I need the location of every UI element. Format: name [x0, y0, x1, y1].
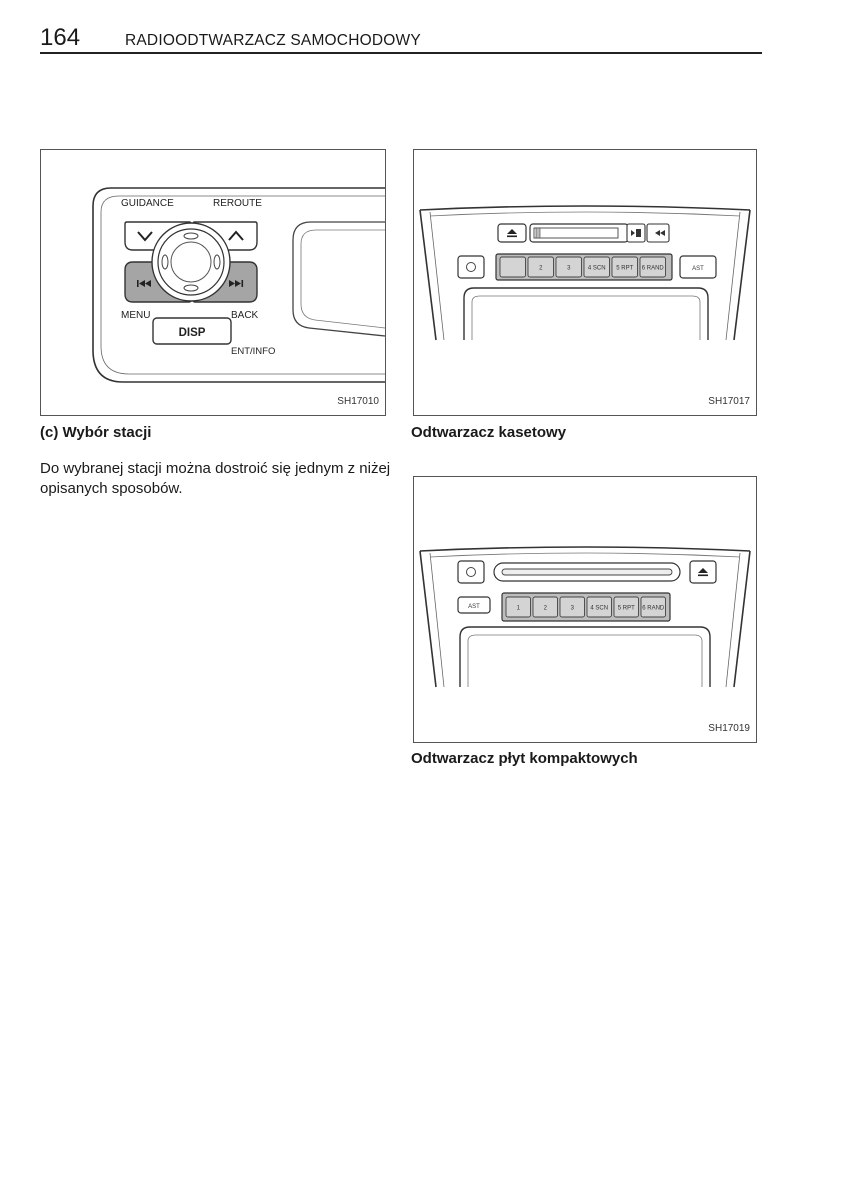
disp-label: DISP	[178, 327, 206, 339]
cassette-player-illustration	[414, 150, 756, 415]
figure-cassette-player	[413, 149, 757, 416]
preset-label-3: 3	[570, 605, 574, 612]
guidance-label: GUIDANCE	[121, 198, 174, 209]
figure-code: SH17017	[708, 396, 750, 407]
caption-cassette-player: Odtwarzacz kasetowy	[411, 424, 567, 441]
caption-station-selection: (c) Wybór stacji	[40, 424, 152, 441]
preset-label-4: 4 SCN	[590, 605, 609, 612]
navigation-controls-illustration	[41, 150, 385, 415]
preset-button-1	[500, 257, 526, 277]
menu-label: MENU	[121, 310, 151, 321]
caption-cd-player: Odtwarzacz płyt kompaktowych	[411, 750, 638, 767]
reroute-label: REROUTE	[213, 198, 262, 209]
figure-code: SH17010	[337, 396, 379, 407]
preset-label-2: 2	[543, 605, 547, 612]
preset-label-3: 3	[567, 265, 571, 272]
page-header	[40, 22, 762, 54]
section-title: RADIOODTWARZACZ SAMOCHODOWY	[125, 32, 421, 49]
ent-info-label: ENT/INFO	[231, 346, 276, 357]
preset-label-5: 5 RPT	[617, 605, 635, 612]
preset-label-2: 2	[539, 265, 543, 272]
preset-label-5: 5 RPT	[616, 265, 634, 272]
preset-label-4: 4 SCN	[587, 265, 606, 272]
back-label: BACK	[231, 310, 259, 321]
preset-label-1: 1	[516, 605, 520, 612]
ast-label: AST	[468, 604, 480, 610]
preset-label-6: 6 RAND	[641, 265, 664, 272]
preset-label-6: 6 RAND	[642, 605, 665, 612]
page-number: 164	[40, 24, 81, 51]
figure-navigation-controls	[40, 149, 386, 416]
cd-player-illustration	[414, 477, 756, 742]
figure-cd-player	[413, 476, 757, 743]
body-paragraph: Do wybranej stacji można dostroić się jednym z niżej opisanych sposobów.	[40, 460, 391, 497]
figure-code: SH17019	[708, 723, 750, 734]
ast-label: AST	[692, 266, 704, 272]
